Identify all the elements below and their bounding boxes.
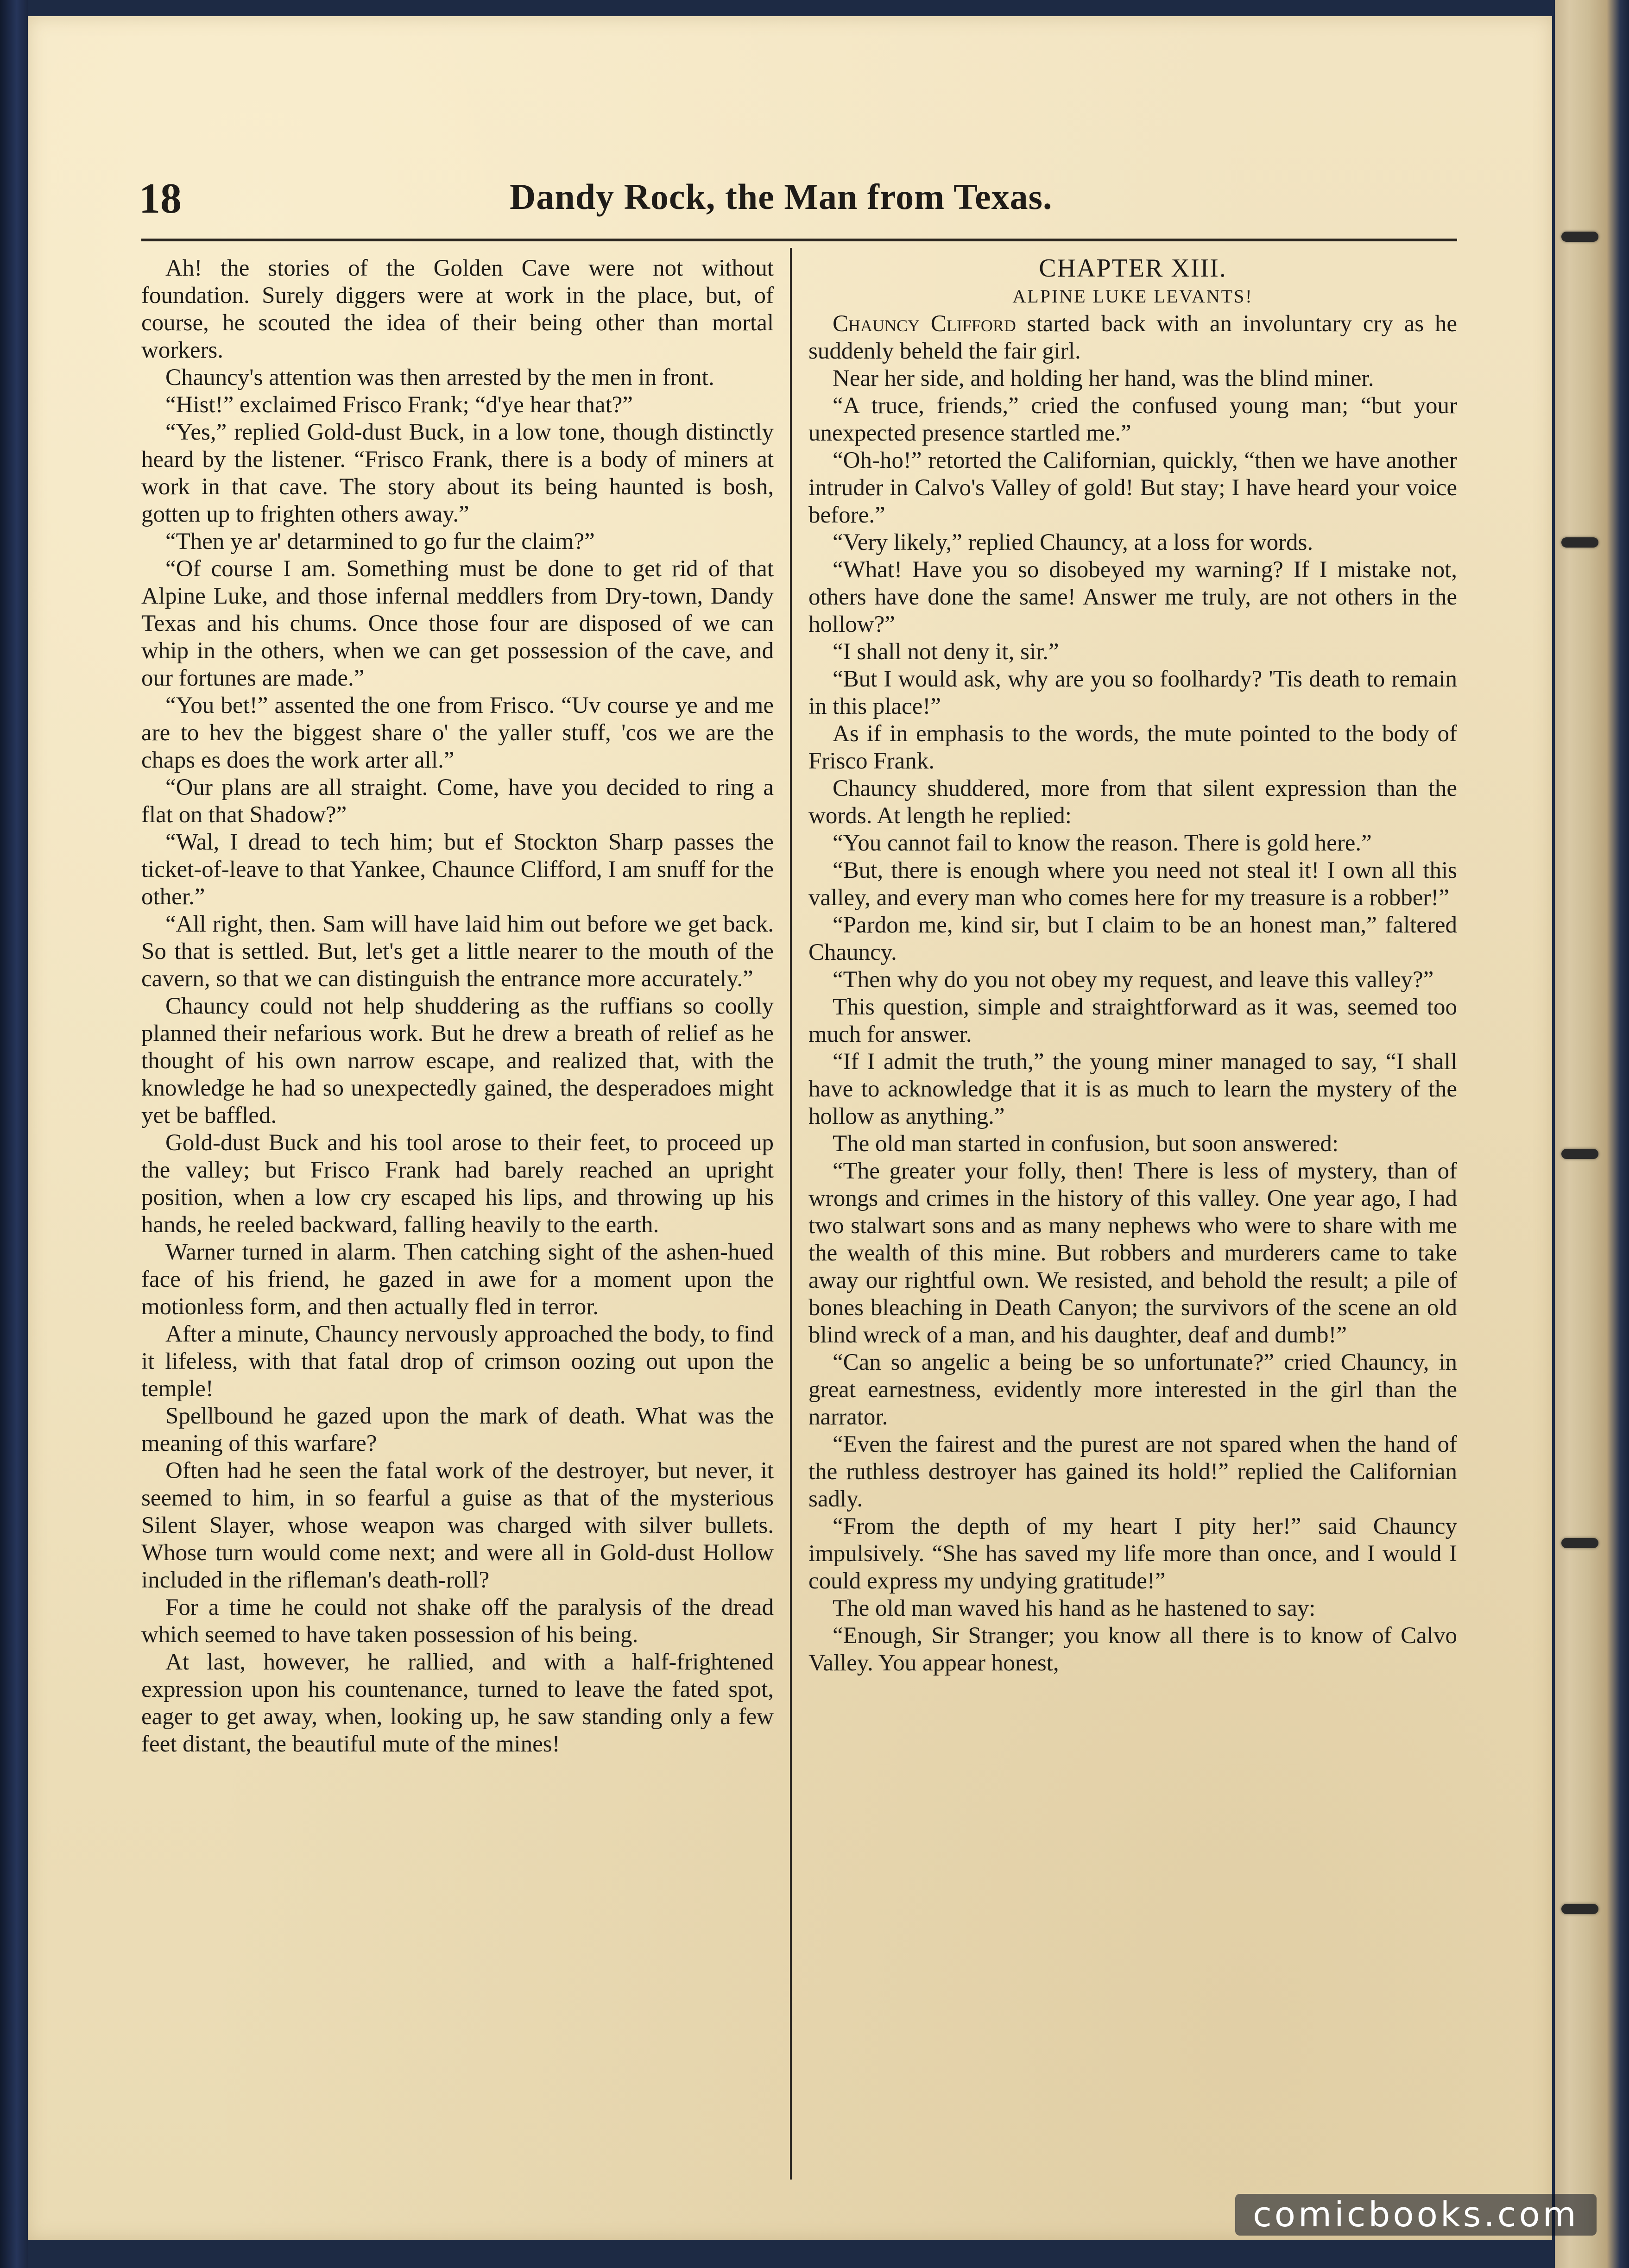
paragraph: Gold-dust Buck and his tool arose to their feet, to proceed up the valley; but Frisco Frank had barely reached an upright position, when a low cry escaped his lips, and throwing up his hands, he reeled backward, falling heavily to the earth. [141,1130,774,1238]
paragraph: “Yes,” replied Gold-dust Buck, in a low tone, though distinctly heard by the listener. “Frisco Frank, there is a body of miners at work in that cave. The story about its being haunted is bosh, gotten up to frighten others away.” [141,419,774,527]
binding-hole [1561,1149,1598,1159]
left-column [141,255,774,1758]
paragraph: “Then ye ar' detarmined to go fur the claim?” [165,529,595,554]
header-rule [141,239,1457,241]
paragraph: Chauncy shuddered, more from that silent expression than the words. At length he replied: [808,775,1457,829]
paragraph: “Wal, I dread to tech him; but ef Stockton Sharp passes the ticket-of-leave to that Yankee, Chaunce Clifford, I am snuff for the other.” [141,829,774,910]
paragraph: Near her side, and holding her hand, was the blind miner. [833,365,1374,391]
paragraph: “All right, then. Sam will have laid him out before we get back. So that is settled. But, let's get a little nearer to the mouth of the cavern, so that we can distinguish the entrance more accurately.” [141,911,774,992]
paragraph: “The greater your folly, then! There is less of mystery, than of wrongs and crimes in the history of this valley. One year ago, I had two stalwart sons and as many nephews who were to share with me the wealth of this mine. But robbers and murderers came to take away our rightful own. We resisted, and behold the result; a pile of bones bleaching in Death Canyon; the survivors of the scene an old blind wreck of a man, and his daughter, deaf and dumb!” [808,1158,1457,1348]
opening-paragraph [808,310,1457,365]
paragraph: Ah! the stories of the Golden Cave were not without foundation. Surely diggers were at work in the place, but, of course, he scouted the idea of their being other than mortal workers. [141,255,774,363]
book-page [28,16,1552,2240]
paragraph: “I shall not deny it, sir.” [833,639,1059,665]
paragraph: “What! Have you so disobeyed my warning? If I mistake not, others have done the same! Answer me truly, are not others in the hollow?” [808,557,1457,637]
paragraph: At last, however, he rallied, and with a half-frightened expression upon his countenance, turned to leave the fated spot, eager to get away, when, looking up, he saw standing only a few feet distant, the beautiful mute of the mines! [141,1649,774,1757]
paragraph: “A truce, friends,” cried the confused young man; “but your unexpected presence startled me.” [808,393,1457,446]
paragraph: “Oh-ho!” retorted the Californian, quickly, “then we have another intruder in Calvo's Valley of gold! But stay; I have heard your voice before.” [808,447,1457,528]
paragraph: The old man waved his hand as he hastened to say: [833,1595,1316,1621]
paragraph: “From the depth of my heart I pity her!” said Chauncy impulsively. “She has saved my life more than once, and I would I could express my undying gratitude!” [808,1513,1457,1594]
paragraph: “Pardon me, kind sir, but I claim to be an honest man,” faltered Chauncy. [808,912,1457,965]
column-divider [790,248,792,2180]
paragraph: “But, there is enough where you need not steal it! I own all this valley, and every man who comes here for my treasure is a robber!” [808,857,1457,911]
paragraph: Spellbound he gazed upon the mark of death. What was the meaning of this warfare? [141,1403,774,1456]
paragraph: “Even the fairest and the purest are not spared when the hand of the ruthless destroyer has gained its hold!” replied the Californian sadly. [808,1431,1457,1512]
paragraph: Often had he seen the fatal work of the destroyer, but never, it seemed to him, in so fearful a guise as that of the mysterious Silent Slayer, whose weapon was charged with silver bullets. Whose turn would come next; and were all in Gold-dust Hollow included in the rifleman's death-roll? [141,1458,774,1593]
opening-small-caps: Chauncy Clifford [833,311,1016,337]
paragraph: The old man started in confusion, but soon answered: [833,1131,1339,1157]
running-title: Dandy Rock, the Man from Texas. [510,176,1053,217]
binding-hole [1561,232,1598,242]
paragraph: Chauncy's attention was then arrested by the men in front. [165,365,714,391]
binding-edge [1555,0,1629,2268]
binding-hole [1561,1538,1598,1548]
paragraph: “You bet!” assented the one from Frisco. “Uv course ye and me are to hev the biggest share o' the yaller stuff, 'cos we are the chaps es does the work arter all.” [141,693,774,773]
background-left-edge [0,0,28,2268]
paragraph: “Then why do you not obey my request, and leave this valley?” [833,967,1434,993]
paragraph: “You cannot fail to know the reason. There is gold here.” [833,830,1372,856]
paragraph: “If I admit the truth,” the young miner managed to say, “I shall have to acknowledge that it is as much to learn the mystery of the hollow as anything.” [808,1049,1457,1129]
paragraph: “But I would ask, why are you so foolhardy? 'Tis death to remain in this place!” [808,666,1457,719]
binding-hole [1561,1904,1598,1914]
page-number: 18 [139,175,182,222]
paragraph: “Of course I am. Something must be done to get rid of that Alpine Luke, and those infernal meddlers from Dry-town, Dandy Texas and his chums. Once those four are disposed of we can whip in the others, when we can get possession of the cave, and our fortunes are made.” [141,556,774,691]
paragraph: For a time he could not shake off the paralysis of the dread which seemed to have taken possession of his being. [141,1594,774,1648]
opening-text: started back with an involuntary cry as he suddenly beheld the fair girl. [808,311,1457,364]
binding-hole [1561,537,1598,548]
paragraph: This question, simple and straightforward as it was, seemed too much for answer. [808,994,1457,1047]
paragraph: After a minute, Chauncy nervously approached the body, to find it lifeless, with that fatal drop of crimson oozing out upon the temple! [141,1321,774,1402]
right-column [808,255,1457,1677]
paragraph: Chauncy could not help shuddering as the ruffians so coolly planned their nefarious work. But he drew a breath of relief as he thought of his own narrow escape, and realized that, with the knowledge he had so unexpectedly gained, the desperadoes might yet be baffled. [141,993,774,1128]
paragraph: Warner turned in alarm. Then catching sight of the ashen-hued face of his friend, he gazed in awe for a moment upon the motionless form, and then actually fled in terror. [141,1239,774,1320]
paragraph: “Can so angelic a being be so unfortunate?” cried Chauncy, in great earnestness, evidently more interested in the girl than the narrator. [808,1349,1457,1430]
paragraph: “Enough, Sir Stranger; you know all there is to know of Calvo Valley. You appear honest, [808,1623,1457,1676]
paragraph: “Hist!” exclaimed Frisco Frank; “d'ye hear that?” [165,392,633,418]
chapter-title: CHAPTER XIII. [1039,254,1227,283]
paragraph: As if in emphasis to the words, the mute pointed to the body of Frisco Frank. [808,721,1457,774]
chapter-subtitle: ALPINE LUKE LEVANTS! [1012,286,1253,307]
watermark: comicbooks.com [1235,2194,1597,2236]
paragraph: “Very likely,” replied Chauncy, at a loss for words. [833,529,1313,555]
paragraph: “Our plans are all straight. Come, have you decided to ring a flat on that Shadow?” [141,775,774,828]
